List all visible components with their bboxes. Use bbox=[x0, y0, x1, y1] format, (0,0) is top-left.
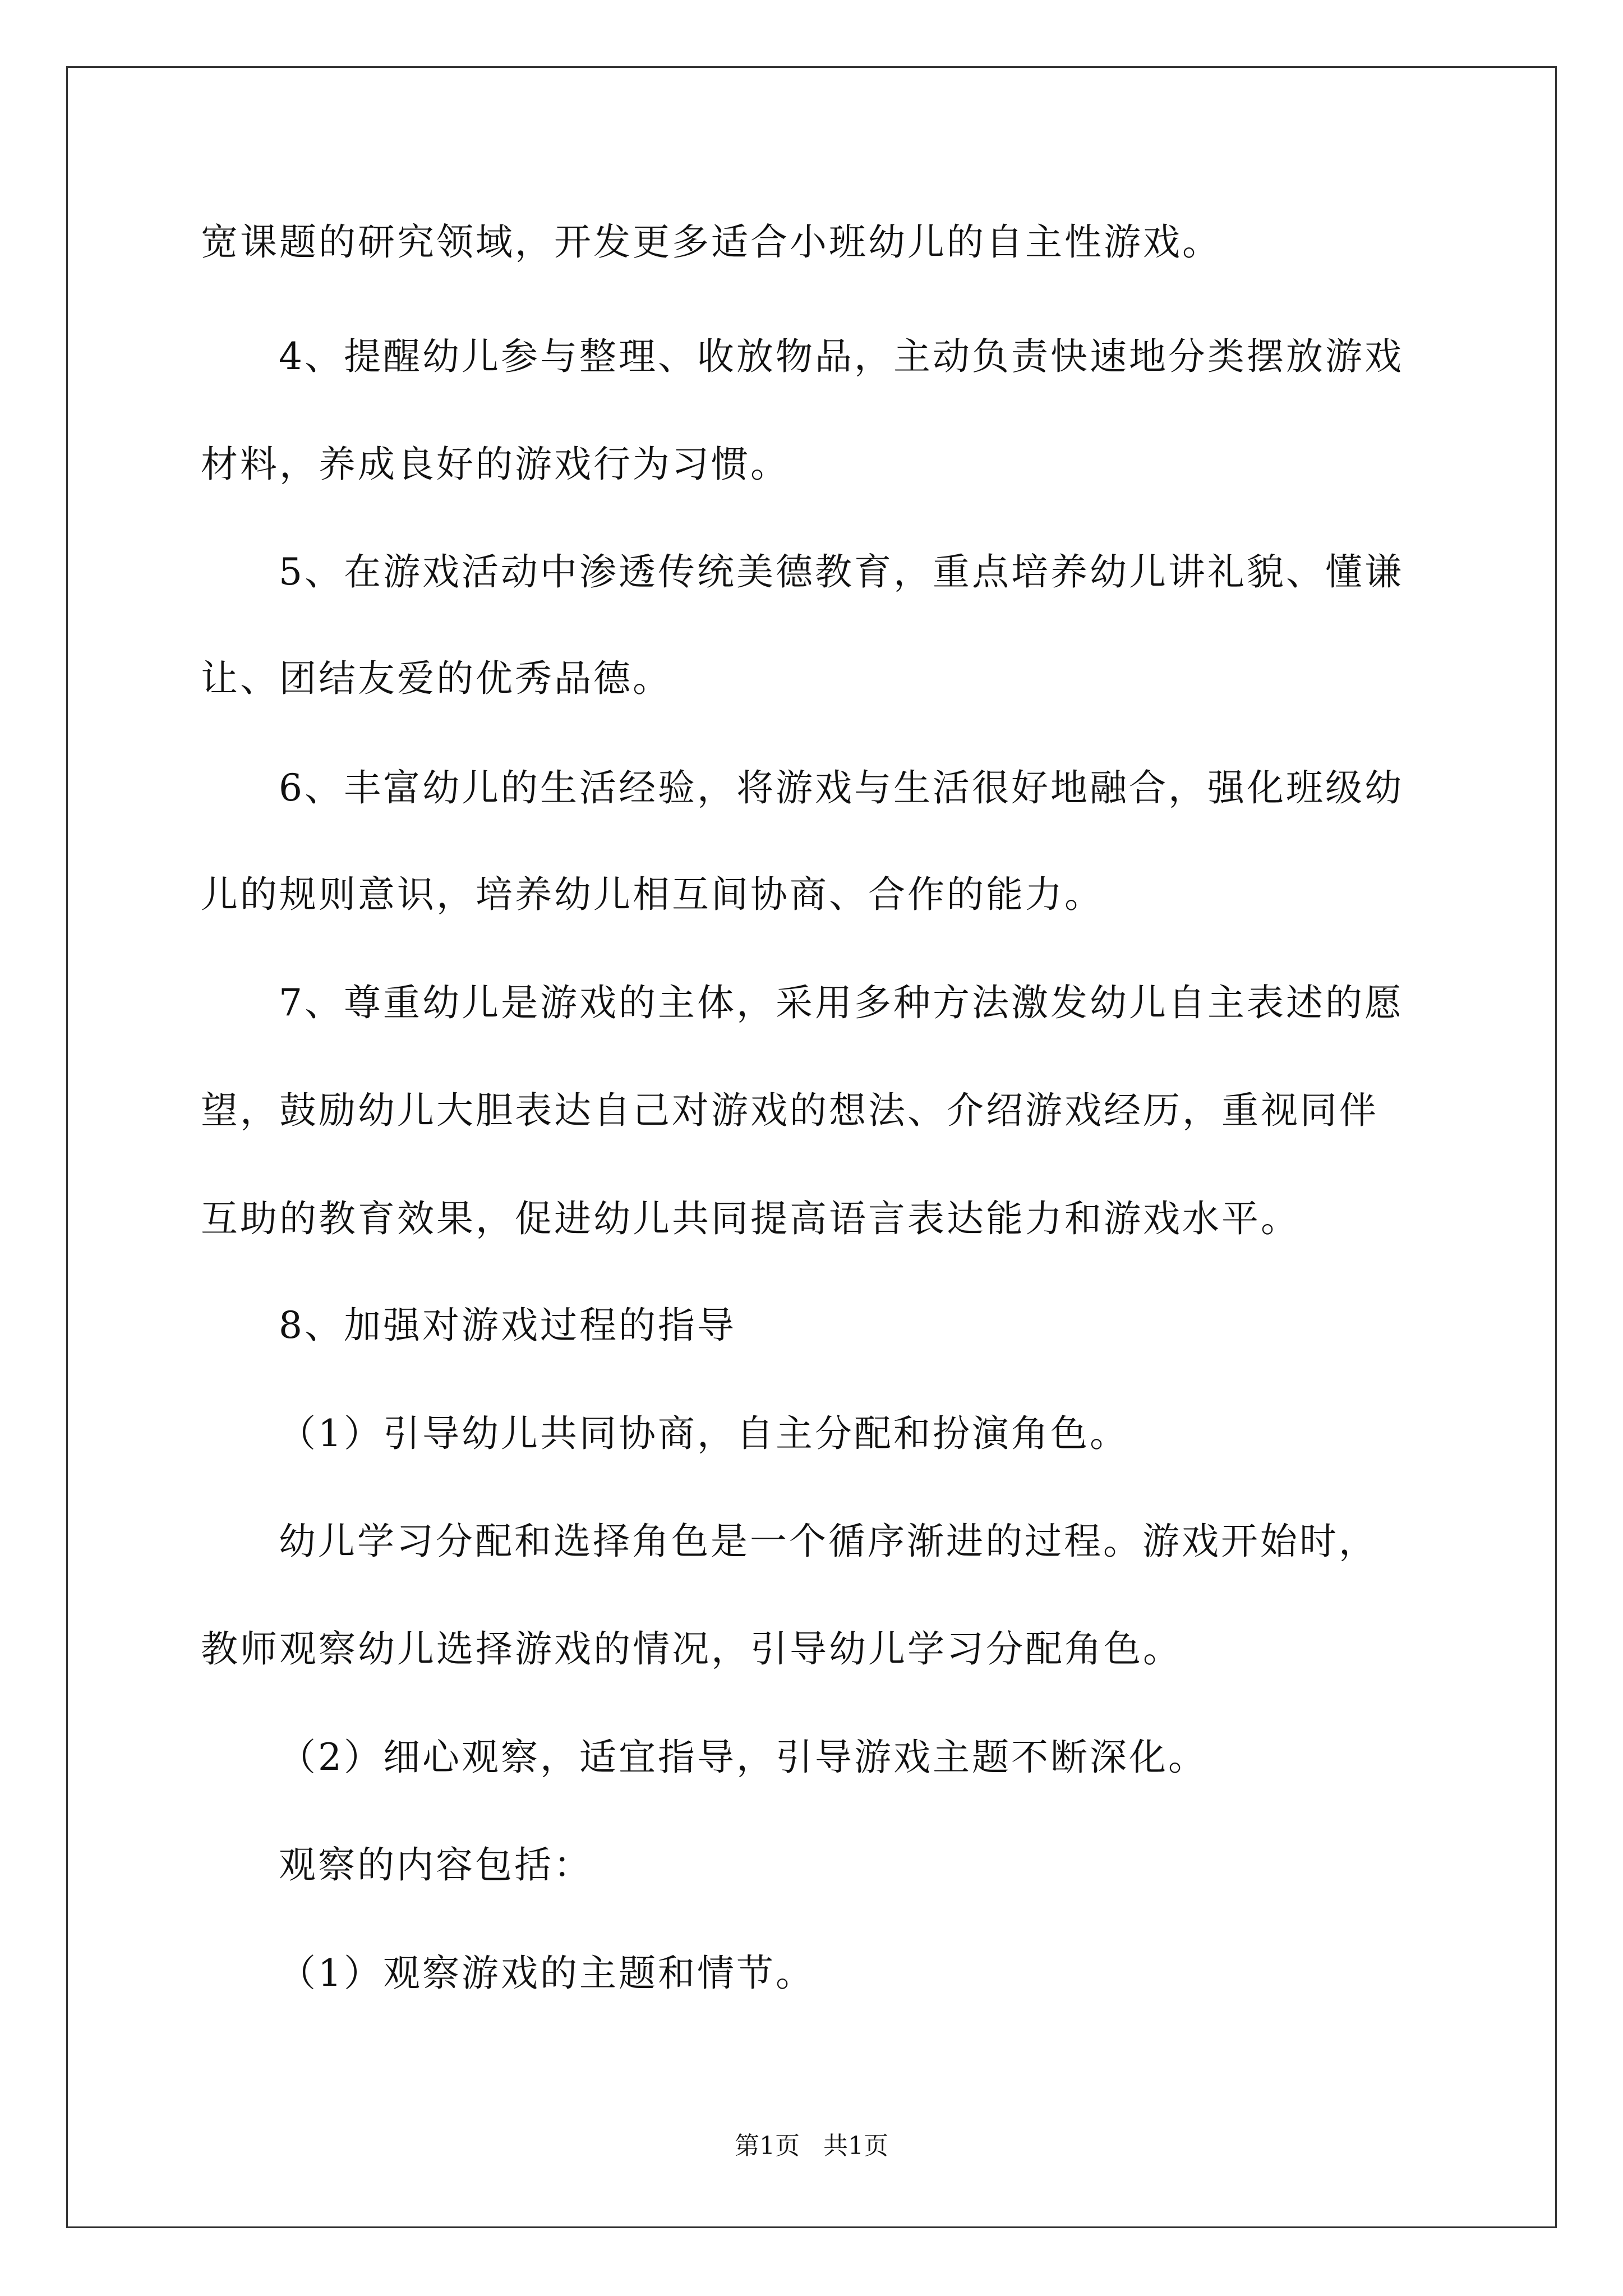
text-line-9: 望，鼓励幼儿大胆表达自己对游戏的想法、介绍游戏经历，重视同伴 bbox=[201, 1089, 1378, 1132]
page-total: 共1页 bbox=[823, 2132, 888, 2160]
text-line-13: 幼儿学习分配和选择角色是一个循序渐进的过程。游戏开始时， bbox=[279, 1520, 1378, 1563]
text-line-8: 7、尊重幼儿是游戏的主体，采用多种方法激发幼儿自主表述的愿 bbox=[279, 981, 1404, 1024]
text-line-6: 6、丰富幼儿的生活经验，将游戏与生活很好地融合，强化班级幼 bbox=[279, 766, 1404, 809]
text-line-10: 互助的教育效果，促进幼儿共同提高语言表达能力和游戏水平。 bbox=[201, 1197, 1300, 1240]
text-line-17: （1）观察游戏的主题和情节。 bbox=[279, 1952, 815, 1995]
text-line-1: 宽课题的研究领域，开发更多适合小班幼儿的自主性游戏。 bbox=[201, 220, 1221, 264]
text-line-12: （1）引导幼儿共同协商，自主分配和扮演角色。 bbox=[279, 1412, 1129, 1455]
text-line-5: 让、团结友爱的优秀品德。 bbox=[201, 657, 672, 700]
page-number: 第1页 bbox=[735, 2132, 800, 2160]
text-line-15: （2）细心观察，适宜指导，引导游戏主题不断深化。 bbox=[279, 1736, 1207, 1779]
text-line-2: 4、提醒幼儿参与整理、收放物品，主动负责快速地分类摆放游戏 bbox=[279, 335, 1404, 378]
page-frame bbox=[66, 66, 1557, 2228]
text-line-4: 5、在游戏活动中渗透传统美德教育，重点培养幼儿讲礼貌、懂谦 bbox=[279, 550, 1404, 593]
text-line-11: 8、加强对游戏过程的指导 bbox=[279, 1304, 736, 1347]
text-line-7: 儿的规则意识，培养幼儿相互间协商、合作的能力。 bbox=[201, 873, 1104, 916]
page-footer bbox=[0, 2131, 1623, 2162]
text-line-14: 教师观察幼儿选择游戏的情况，引导幼儿学习分配角色。 bbox=[201, 1627, 1182, 1671]
text-line-16: 观察的内容包括： bbox=[279, 1843, 593, 1887]
text-line-3: 材料，养成良好的游戏行为习惯。 bbox=[201, 443, 790, 486]
